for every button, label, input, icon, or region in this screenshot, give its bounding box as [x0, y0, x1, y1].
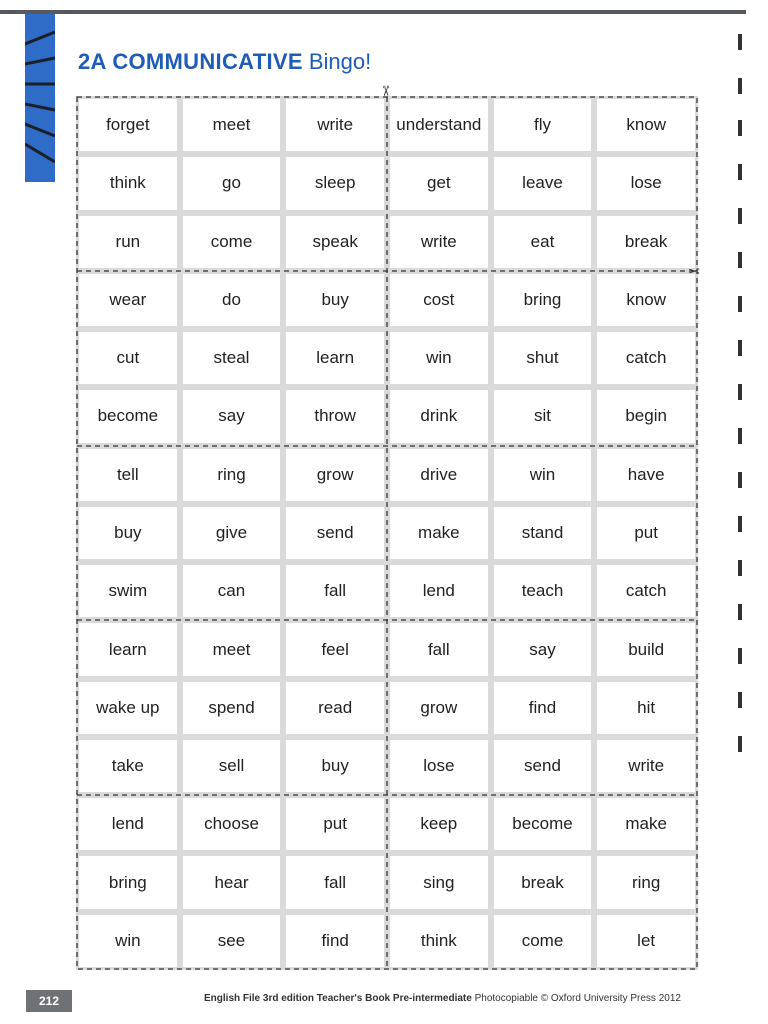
bingo-cell: begin	[594, 387, 698, 445]
bingo-cell: run	[76, 213, 180, 271]
bingo-cell: sell	[180, 737, 284, 795]
bingo-cell: keep	[387, 795, 491, 853]
bingo-cell: bring	[76, 853, 180, 911]
scissors-icon: ✂	[688, 263, 700, 279]
section-tab	[25, 14, 55, 182]
bingo-cell: sleep	[283, 154, 387, 212]
bingo-cell: build	[594, 620, 698, 678]
bingo-cell: learn	[76, 620, 180, 678]
bingo-cell: see	[180, 912, 284, 970]
bingo-cell: win	[491, 446, 595, 504]
footer-book-title: English File 3rd edition Teacher's Book Pre-intermediate	[204, 993, 472, 1004]
bingo-cell: choose	[180, 795, 284, 853]
bingo-cell: buy	[283, 737, 387, 795]
bingo-cell: break	[491, 853, 595, 911]
bingo-cell: swim	[76, 562, 180, 620]
bingo-cell: eat	[491, 213, 595, 271]
bingo-cell: come	[491, 912, 595, 970]
bingo-cell: wake up	[76, 679, 180, 737]
bingo-cell: throw	[283, 387, 387, 445]
bingo-cell: understand	[387, 96, 491, 154]
bingo-cell: teach	[491, 562, 595, 620]
bingo-cell: drive	[387, 446, 491, 504]
bingo-grid	[76, 85, 700, 970]
footer-text	[204, 993, 681, 1004]
bingo-cell: win	[76, 912, 180, 970]
bingo-cell: fall	[283, 562, 387, 620]
bingo-cell: hear	[180, 853, 284, 911]
bingo-cell: write	[283, 96, 387, 154]
bingo-cell: know	[594, 96, 698, 154]
bingo-cell: find	[491, 679, 595, 737]
bingo-cell: lose	[594, 154, 698, 212]
bingo-cell: ring	[594, 853, 698, 911]
bingo-cell: do	[180, 271, 284, 329]
page-title	[78, 49, 371, 75]
bingo-cell: fall	[283, 853, 387, 911]
bingo-cell: go	[180, 154, 284, 212]
bingo-cell: lose	[387, 737, 491, 795]
bingo-cell: tell	[76, 446, 180, 504]
bingo-cell: catch	[594, 329, 698, 387]
bingo-cell: make	[594, 795, 698, 853]
bingo-cell: read	[283, 679, 387, 737]
bingo-cell: think	[387, 912, 491, 970]
bingo-cell: speak	[283, 213, 387, 271]
bingo-cell: forget	[76, 96, 180, 154]
bingo-cell: bring	[491, 271, 595, 329]
bingo-cell: take	[76, 737, 180, 795]
bingo-cell: think	[76, 154, 180, 212]
bingo-cell: spend	[180, 679, 284, 737]
bingo-cell: drink	[387, 387, 491, 445]
bingo-cell: give	[180, 504, 284, 562]
bingo-cell: buy	[76, 504, 180, 562]
bingo-cell: can	[180, 562, 284, 620]
bingo-cell: make	[387, 504, 491, 562]
bingo-cell: steal	[180, 329, 284, 387]
footer-copyright: Photocopiable © Oxford University Press 2012	[474, 993, 681, 1004]
bingo-cells	[76, 96, 698, 970]
bingo-cell: learn	[283, 329, 387, 387]
bingo-cell: shut	[491, 329, 595, 387]
bingo-cell: catch	[594, 562, 698, 620]
bingo-cell: meet	[180, 620, 284, 678]
bingo-cell: become	[76, 387, 180, 445]
bingo-cell: know	[594, 271, 698, 329]
bingo-cell: cost	[387, 271, 491, 329]
bingo-cell: lend	[76, 795, 180, 853]
bingo-cell: stand	[491, 504, 595, 562]
bingo-cell: wear	[76, 271, 180, 329]
bingo-cell: fly	[491, 96, 595, 154]
bingo-cell: sit	[491, 387, 595, 445]
bingo-cell: hit	[594, 679, 698, 737]
top-rule	[0, 10, 746, 14]
bingo-cell: write	[594, 737, 698, 795]
bingo-cell: feel	[283, 620, 387, 678]
scissors-icon: ✂	[377, 85, 394, 97]
bingo-cell: lend	[387, 562, 491, 620]
bingo-cell: meet	[180, 96, 284, 154]
bingo-cell: break	[594, 213, 698, 271]
bingo-cell: sing	[387, 853, 491, 911]
bingo-cell: grow	[387, 679, 491, 737]
bingo-cell: ring	[180, 446, 284, 504]
bingo-cell: send	[491, 737, 595, 795]
bingo-cell: cut	[76, 329, 180, 387]
bingo-cell: send	[283, 504, 387, 562]
bingo-cell: come	[180, 213, 284, 271]
bingo-cell: write	[387, 213, 491, 271]
bingo-cell: leave	[491, 154, 595, 212]
bingo-cell: let	[594, 912, 698, 970]
bingo-cell: say	[491, 620, 595, 678]
bingo-cell: put	[283, 795, 387, 853]
bingo-cell: get	[387, 154, 491, 212]
title-light: Bingo!	[308, 49, 372, 74]
bingo-cell: fall	[387, 620, 491, 678]
bingo-cell: say	[180, 387, 284, 445]
bingo-cell: buy	[283, 271, 387, 329]
bingo-cell: have	[594, 446, 698, 504]
title-bold: 2A COMMUNICATIVE	[78, 49, 303, 74]
bingo-cell: find	[283, 912, 387, 970]
page-number: 212	[26, 990, 72, 1012]
bingo-cell: put	[594, 504, 698, 562]
binding-edge-marks	[738, 34, 744, 754]
bingo-cell: become	[491, 795, 595, 853]
bingo-cell: grow	[283, 446, 387, 504]
bingo-cell: win	[387, 329, 491, 387]
